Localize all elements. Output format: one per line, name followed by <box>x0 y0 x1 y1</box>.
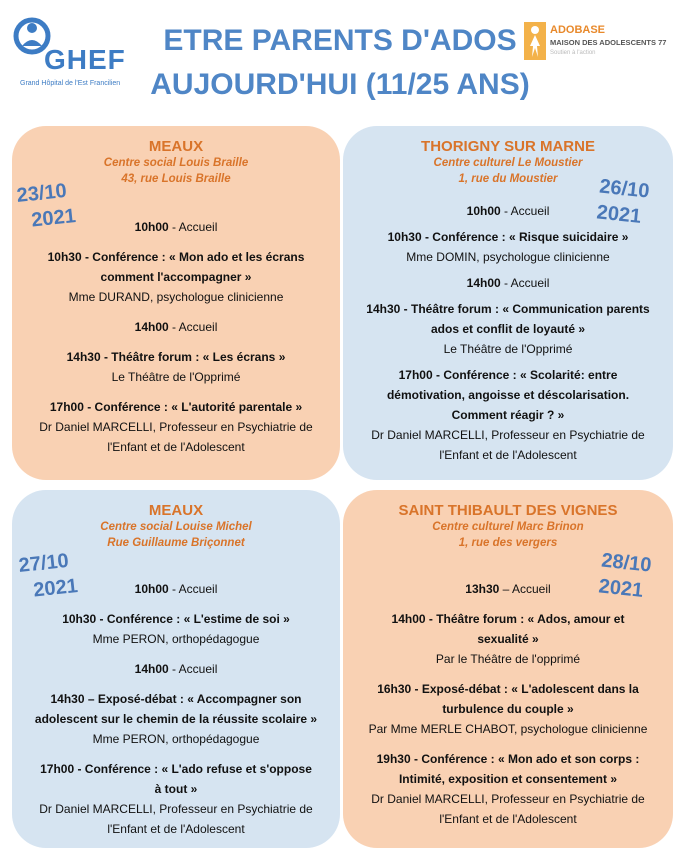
schedule-item: 14h30 - Théâtre forum : « Les écrans » <box>66 350 286 364</box>
adobase-tagline: Soutien à l'action <box>550 50 596 56</box>
event-date: 27/10 2021 <box>17 549 79 602</box>
schedule-item: 10h30 - Conférence : « L'estime de soi » <box>62 612 290 626</box>
schedule-item: 14h00 - Accueil <box>134 662 218 676</box>
schedule-item: 14h00 - Théâtre forum : « Ados, amour et sexualité » <box>391 612 625 646</box>
speaker: Le Théâtre de l'Opprimé <box>111 370 241 384</box>
speaker: Dr Daniel MARCELLI, Professeur en Psychiatrie de l'Enfant et de l'Adolescent <box>39 420 313 454</box>
schedule-item: 19h30 - Conférence : « Mon ado et son corps : Intimité, exposition et consentement » <box>376 752 640 786</box>
schedule-item: 10h30 - Conférence : « Mon ado et les écrans comment l'accompagner » <box>47 250 305 284</box>
speaker: Dr Daniel MARCELLI, Professeur en Psychiatrie de l'Enfant et de l'Adolescent <box>39 802 313 836</box>
card-address: 1, rue du Moustier <box>458 173 558 185</box>
card-city: MEAUX <box>148 138 204 155</box>
card-venue: Centre social Louise Michel <box>100 521 252 533</box>
speaker: Mme PERON, orthopédagogue <box>92 632 260 646</box>
speaker: Mme DOMIN, psychologue clinicienne <box>406 250 610 264</box>
schedule-item: 10h00 - Accueil <box>466 204 550 218</box>
speaker: Dr Daniel MARCELLI, Professeur en Psychiatrie de l'Enfant et de l'Adolescent <box>371 792 645 826</box>
schedule-item: 14h30 – Exposé-débat : « Accompagner son adolescent sur le chemin de la réussite scolaire » <box>34 692 318 726</box>
page-title-line1: ETRE PARENTS D'ADOS <box>163 24 517 57</box>
speaker: Par le Théâtre de l'opprimé <box>435 652 581 666</box>
ghef-subtitle: Grand Hôpital de l'Est Francilien <box>20 80 121 87</box>
card-address: 43, rue Louis Braille <box>121 173 231 185</box>
event-date: 28/10 2021 <box>597 549 653 602</box>
card-address: 1, rue des vergers <box>458 537 558 549</box>
adobase-subtitle: MAISON DES ADOLESCENTS 77 <box>550 38 667 47</box>
ghef-logo <box>8 14 128 86</box>
schedule-item: 16h30 - Exposé-débat : « L'adolescent dans la turbulence du couple » <box>377 682 639 716</box>
card-venue: Centre culturel Le Moustier <box>433 157 583 169</box>
schedule-item: 17h00 - Conférence : « L'ado refuse et s'oppose à tout » <box>40 762 312 796</box>
card-venue: Centre social Louis Braille <box>103 157 249 169</box>
speaker: Dr Daniel MARCELLI, Professeur en Psychiatrie de l'Enfant et de l'Adolescent <box>371 428 645 462</box>
event-date: 26/10 2021 <box>595 175 651 228</box>
card-city: MEAUX <box>148 502 204 519</box>
schedule-item: 14h00 - Accueil <box>466 276 550 290</box>
adobase-name: ADOBASE <box>550 24 606 36</box>
schedule-item: 10h30 - Conférence : « Risque suicidaire » <box>387 230 629 244</box>
card-city: SAINT THIBAULT DES VIGNES <box>398 502 618 519</box>
event-card-saint-thibault <box>343 490 673 848</box>
event-card-meaux-michel <box>12 490 340 848</box>
card-city: THORIGNY SUR MARNE <box>421 138 595 155</box>
schedule-item: 10h00 - Accueil <box>134 582 218 596</box>
schedule-item: 17h00 - Conférence : « Scolarité: entre démotivation, angoisse et déscolarisation. Comment réagir ? » <box>386 368 630 422</box>
adobase-figure-icon <box>524 22 546 60</box>
schedule-item: 10h00 - Accueil <box>134 220 218 234</box>
speaker: Mme PERON, orthopédagogue <box>92 732 260 746</box>
card-address: Rue Guillaume Briçonnet <box>107 537 245 549</box>
schedule-item: 17h00 - Conférence : « L'autorité parentale » <box>49 400 303 414</box>
schedule-item: 14h00 - Accueil <box>134 320 218 334</box>
ghef-name: GHEF <box>44 44 126 75</box>
speaker: Le Théâtre de l'Opprimé <box>443 342 573 356</box>
page-title-line2: AUJOURD'HUI (11/25 ANS) <box>150 68 530 101</box>
card-venue: Centre culturel Marc Brinon <box>432 521 584 533</box>
event-date: 23/10 2021 <box>15 179 77 232</box>
adobase-logo <box>524 22 674 62</box>
schedule-item: 13h30 – Accueil <box>465 582 551 596</box>
speaker: Mme DURAND, psychologue clinicienne <box>68 290 284 304</box>
speaker: Par Mme MERLE CHABOT, psychologue clinicienne <box>368 722 648 736</box>
schedule-item: 14h30 - Théâtre forum : « Communication parents ados et conflit de loyauté » <box>366 302 650 336</box>
